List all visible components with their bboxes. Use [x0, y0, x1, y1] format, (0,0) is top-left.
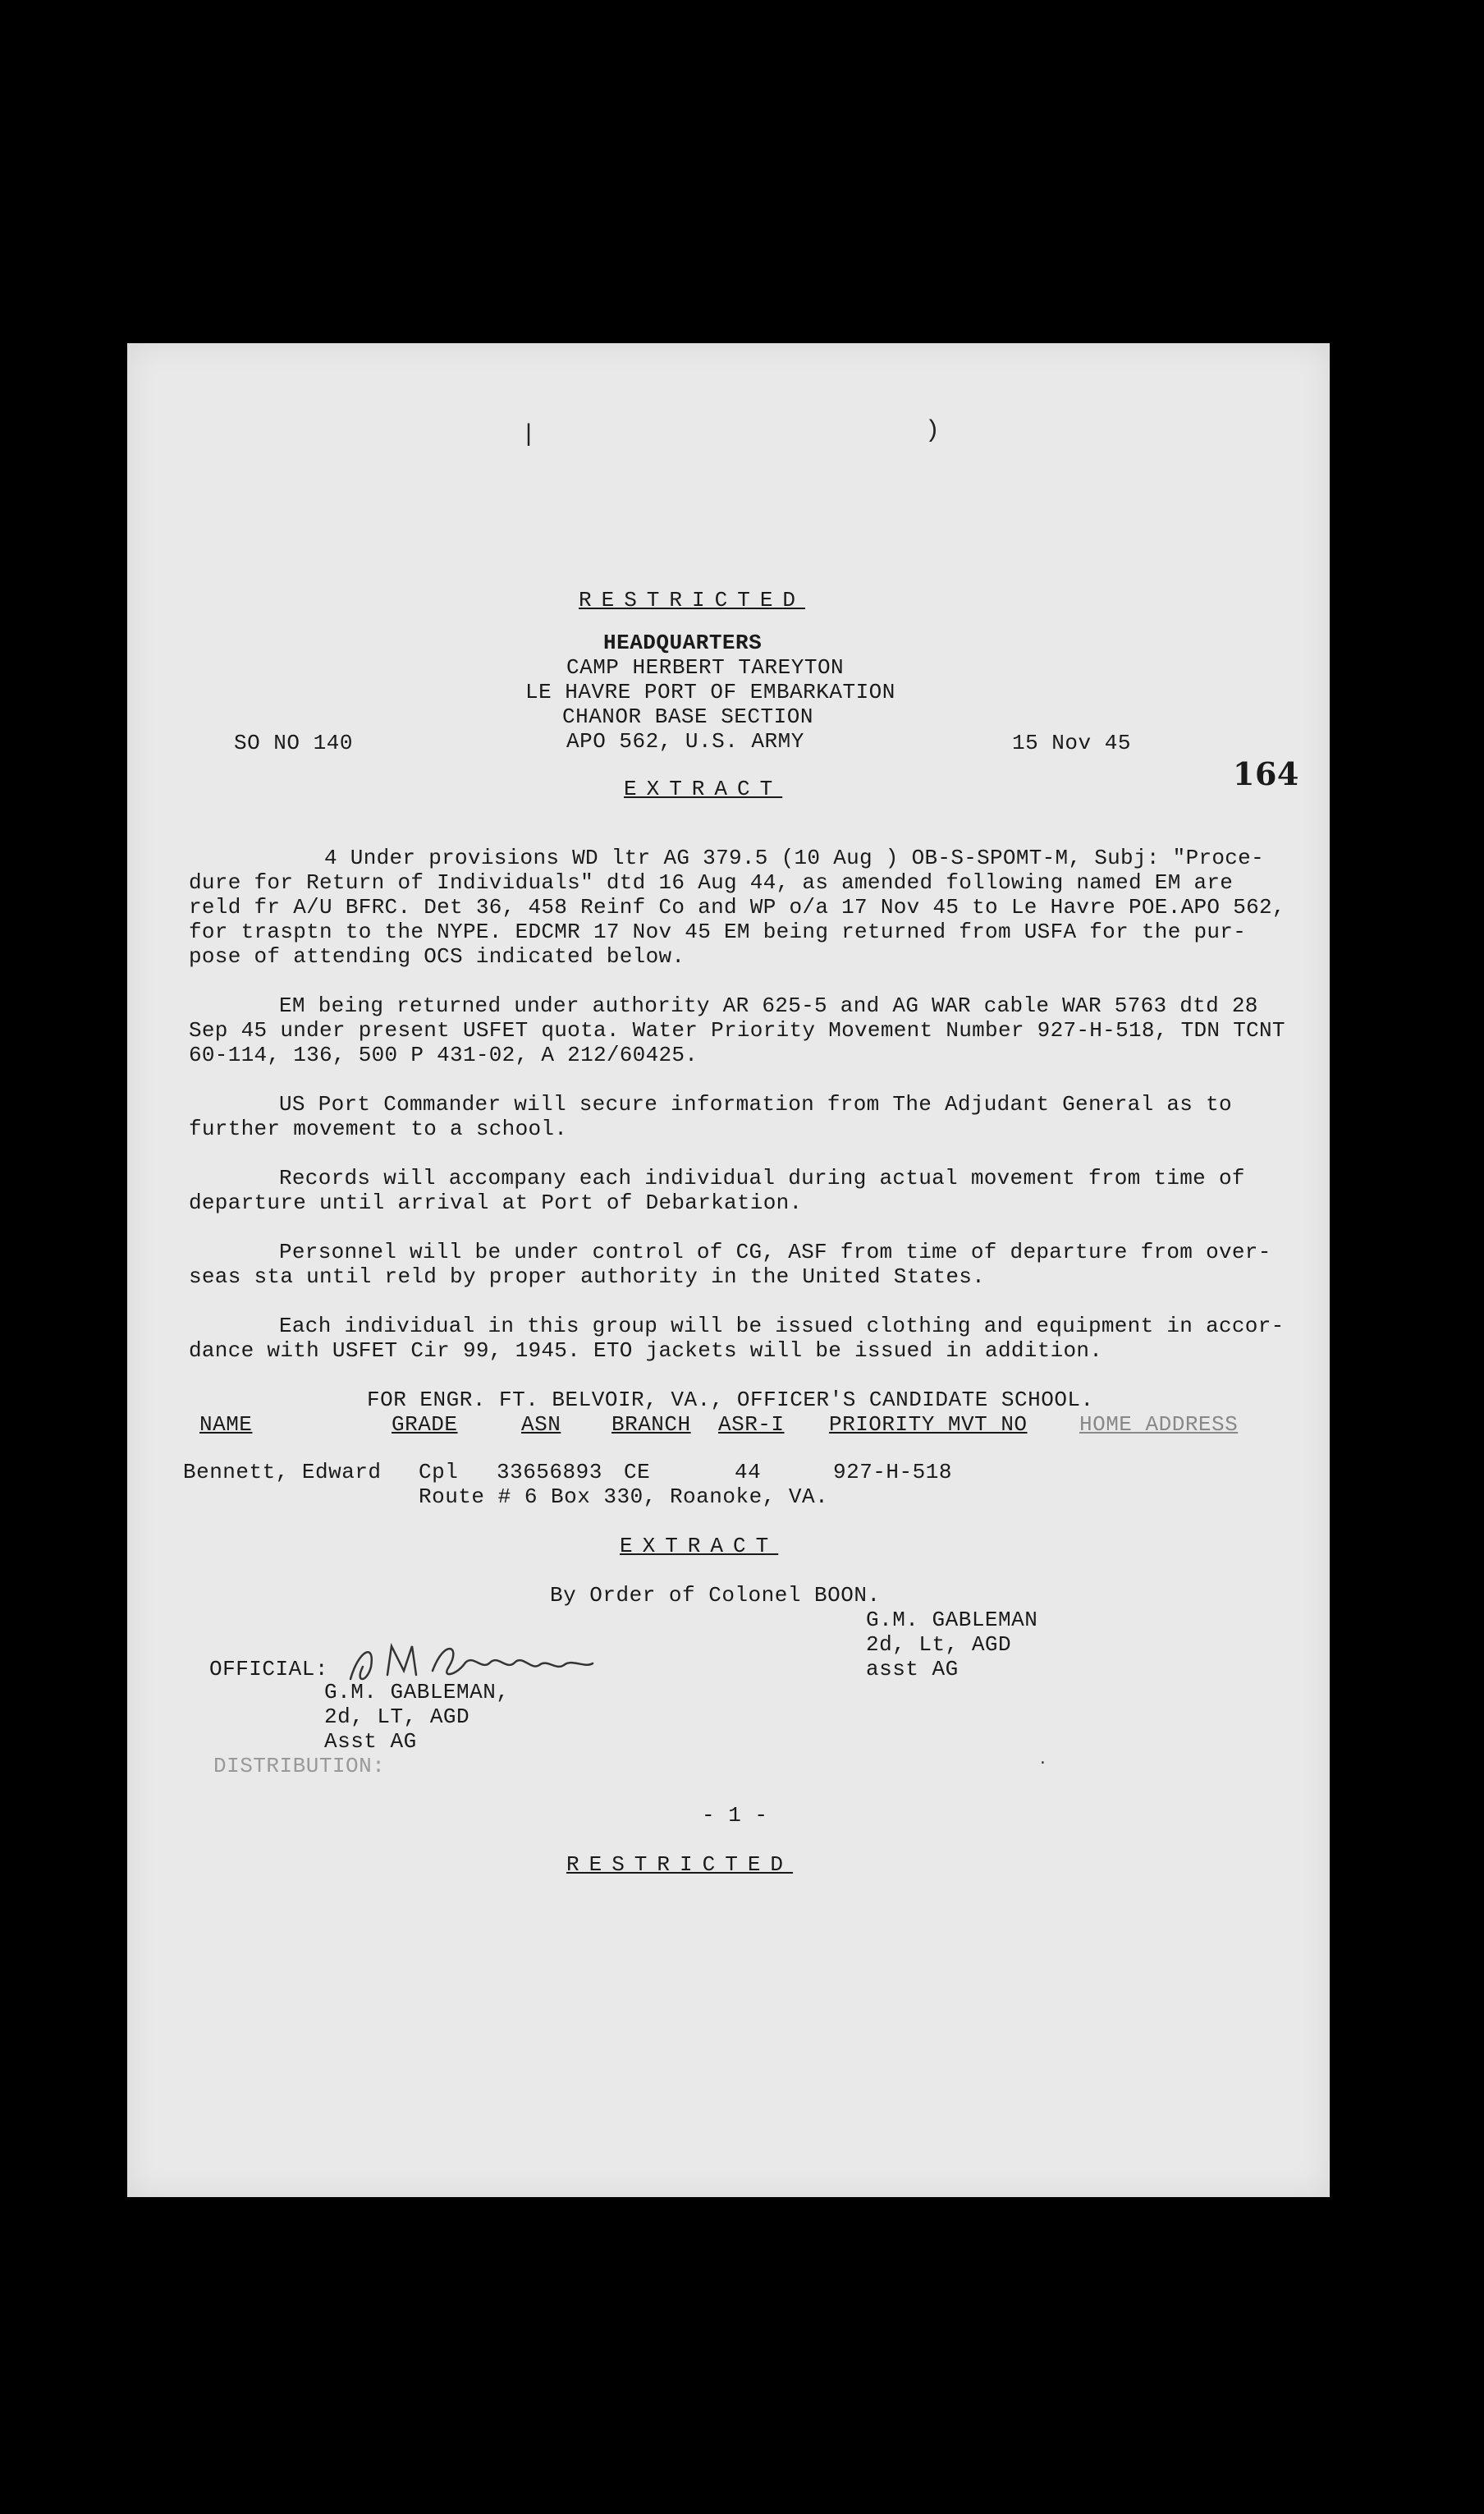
signer-line: G.M. GABLEMAN: [866, 1608, 1038, 1632]
hq-line: CAMP HERBERT TAREYTON: [566, 655, 845, 680]
classification-top: RESTRICTED: [579, 588, 806, 612]
hq-line: CHANOR BASE SECTION: [562, 704, 813, 729]
hq-line: HEADQUARTERS: [603, 631, 763, 655]
row-asn: 33656893: [497, 1460, 602, 1484]
row-branch: CE: [624, 1460, 651, 1484]
row-asr: 44: [735, 1460, 762, 1484]
paragraph-6: Each individual in this group will be issued clothing and equipment in accor- dance with USFET Cir 99, 1945. ETO jackets will be issued in addition.: [189, 1314, 1285, 1363]
by-order: By Order of Colonel BOON.: [550, 1583, 881, 1608]
paper-mark: ): [925, 417, 941, 445]
row-address: Route # 6 Box 330, Roanoke, VA.: [419, 1484, 829, 1509]
official-line: G.M. GABLEMAN,: [324, 1680, 510, 1704]
paragraph-3: US Port Commander will secure information from The Adjudant General as to further movement to a school.: [189, 1092, 1232, 1141]
page-number: - 1 -: [702, 1803, 768, 1828]
signer-line: asst AG: [866, 1657, 959, 1681]
paper-mark: |: [521, 421, 537, 449]
col-branch: BRANCH: [611, 1412, 691, 1437]
paragraph-4: Records will accompany each individual during actual movement from time of departure until arrival at Port of Debarkation.: [189, 1166, 1245, 1215]
official-line: Asst AG: [324, 1729, 417, 1754]
distribution-label: DISTRIBUTION:: [213, 1754, 386, 1778]
col-grade: GRADE: [392, 1412, 458, 1437]
signer-line: 2d, Lt, AGD: [866, 1632, 1012, 1657]
row-name: Bennett, Edward: [183, 1460, 382, 1484]
order-number: SO NO 140: [234, 731, 353, 755]
school-heading: FOR ENGR. FT. BELVOIR, VA., OFFICER'S CANDIDATE SCHOOL.: [367, 1388, 1094, 1412]
col-asn: ASN: [521, 1412, 561, 1437]
order-date: 15 Nov 45: [1012, 731, 1131, 755]
paper-mark: ·: [1038, 1755, 1047, 1772]
page-stamp: 164: [1233, 755, 1299, 792]
col-home-address: HOME ADDRESS: [1079, 1412, 1239, 1437]
extract-footer: EXTRACT: [620, 1534, 779, 1558]
classification-bottom: RESTRICTED: [566, 1852, 794, 1877]
paragraph-5: Personnel will be under control of CG, ASF from time of departure from over- seas sta until reld by proper authority in the United States.: [189, 1240, 1271, 1289]
extract-heading: EXTRACT: [624, 777, 783, 801]
paragraph-2: EM being returned under authority AR 625-5 and AG WAR cable WAR 5763 dtd 28 Sep 45 under present USFET quota. Water Priority Movement Number 927-H-518, TDN TCNT 60-114, 136, 500 P 431-02, A 212/60425.: [189, 993, 1285, 1067]
official-line: 2d, LT, AGD: [324, 1704, 470, 1729]
col-priority: PRIORITY MVT NO: [829, 1412, 1028, 1437]
official-label: OFFICIAL:: [209, 1657, 328, 1681]
paragraph-1: 4 Under provisions WD ltr AG 379.5 (10 Aug ) OB-S-SPOMT-M, Subj: "Proce- dure for Return of Individuals" dtd 16 Aug 44, as amended following named EM are reld fr A/U BFRC. Det 36, 458 Reinf Co and WP o/a 17 Nov 45 to Le Havre POE.APO 562, for trasptn to the NYPE. EDCMR 17 Nov 45 EM being returned from USFA for the pur- pose of attending OCS indicated below.: [189, 846, 1285, 969]
col-name: NAME: [199, 1412, 253, 1437]
row-priority: 927-H-518: [833, 1460, 952, 1484]
hq-line: LE HAVRE PORT OF EMBARKATION: [525, 680, 895, 704]
document-page: [127, 343, 1330, 2197]
row-grade: Cpl: [419, 1460, 459, 1484]
col-asr: ASR-I: [718, 1412, 785, 1437]
hq-line: APO 562, U.S. ARMY: [566, 729, 804, 754]
